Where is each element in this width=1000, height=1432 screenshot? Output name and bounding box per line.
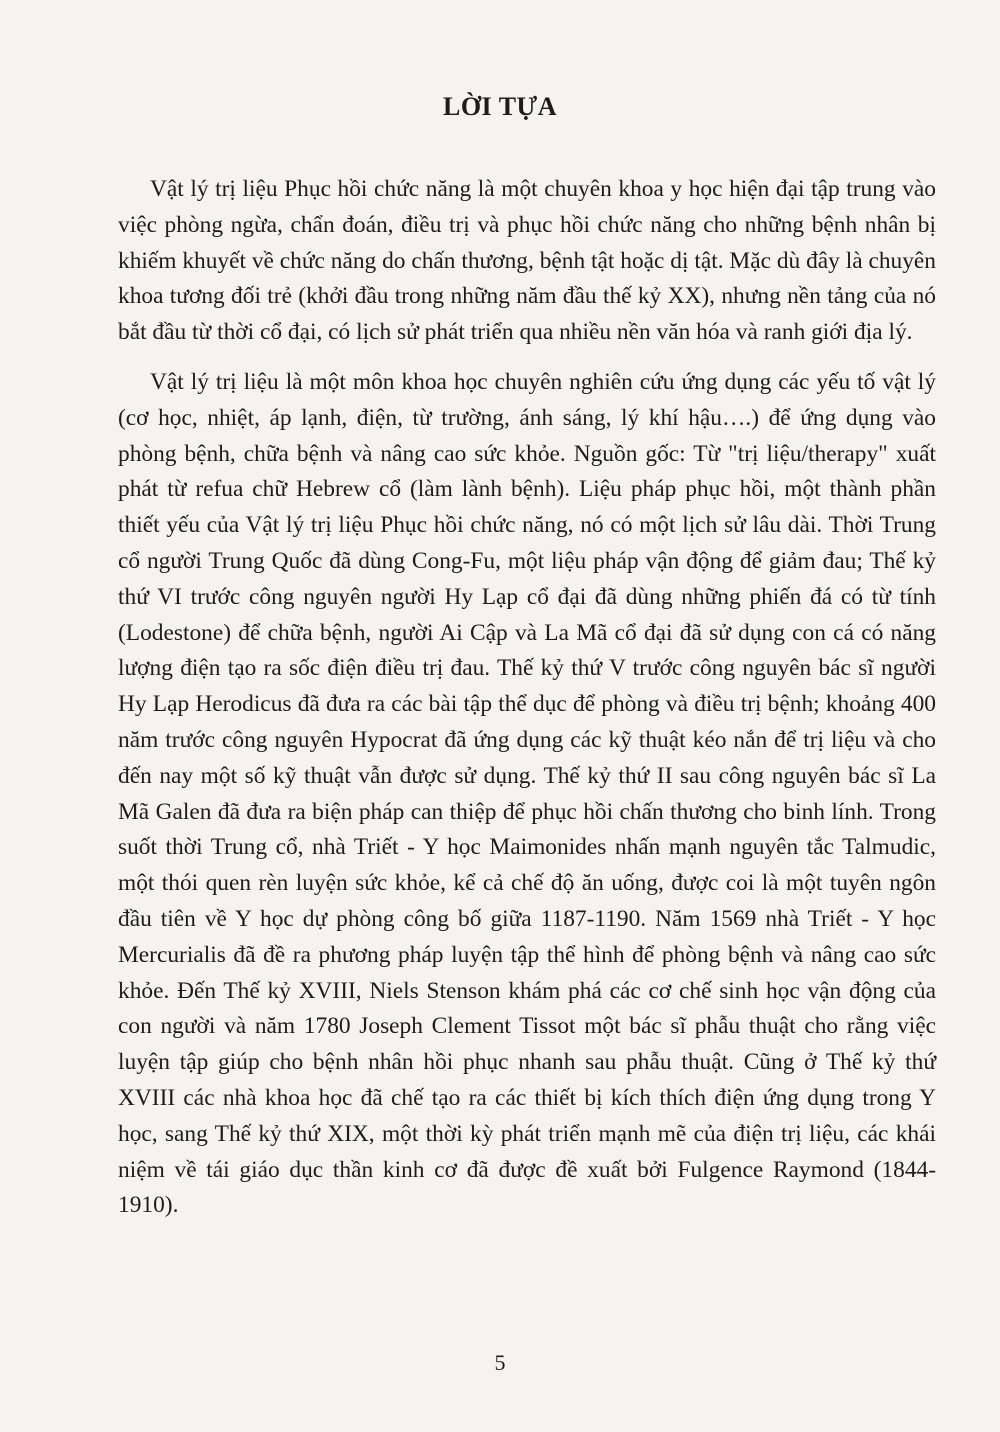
page-number: 5 bbox=[494, 1350, 506, 1375]
paragraph-2: Vật lý trị liệu là một môn khoa học chuyên nghiên cứu ứng dụng các yếu tố vật lý (cơ học, nhiệt, áp lạnh, điện, từ trường, ánh sáng, lý khí hậu….) để ứng dụng vào phòng bệnh, chữa bệnh và nâng cao sức khỏe. Nguồn gốc: Từ "trị liệu/therapy" xuất phát từ refua chữ Hebrew cổ (làm lành bệnh). Liệu pháp phục hồi, một thành phần thiết yếu của Vật lý trị liệu Phục hồi chức năng, nó có một lịch sử lâu dài. Thời Trung cổ người Trung Quốc đã dùng Cong-Fu, một liệu pháp vận động để giảm đau; Thế kỷ thứ VI trước công nguyên người Hy Lạp cổ đại đã dùng những phiến đá có từ tính (Lodestone) để chữa bệnh, người Ai Cập và La Mã cổ đại đã sử dụng con cá có năng lượng điện tạo ra sốc điện điều trị đau. Thế kỷ thứ V trước công nguyên bác sĩ người Hy Lạp Herodicus đã đưa ra các bài tập thể dục để phòng và điều trị bệnh; khoảng 400 năm trước công nguyên Hypocrat đã ứng dụng các kỹ thuật kéo nắn để trị liệu và cho đến nay một số kỹ thuật vẫn được sử dụng. Thế kỷ thứ II sau công nguyên bác sĩ La Mã Galen đã đưa ra biện pháp can thiệp để phục hồi chấn thương cho binh lính. Trong suốt thời Trung cổ, nhà Triết - Y học Maimonides nhấn mạnh nguyên tắc Talmudic, một thói quen rèn luyện sức khỏe, kể cả chế độ ăn uống, được coi là một tuyên ngôn đầu tiên về Y học dự phòng công bố giữa 1187-1190. Năm 1569 nhà Triết - Y học Mercurialis đã đề ra phương pháp luyện tập thể hình để phòng bệnh và nâng cao sức khỏe. Đến Thế kỷ XVIII, Niels Stenson khám phá các cơ chế sinh học vận động của con người và năm 1780 Joseph Clement Tissot một bác sĩ phẫu thuật cho rằng việc luyện tập giúp cho bệnh nhân hồi phục nhanh sau phẫu thuật. Cũng ở Thế kỷ thứ XVIII các nhà khoa học đã chế tạo ra các thiết bị kích thích điện ứng dụng trong Y học, sang Thế kỷ thứ XIX, một thời kỳ phát triển mạnh mẽ của điện trị liệu, các khái niệm về tái giáo dục thần kinh cơ đã được đề xuất bởi Fulgence Raymond (1844-1910). bbox=[118, 368, 936, 1219]
page-title: LỜI TỰA bbox=[442, 92, 558, 121]
body-text bbox=[118, 172, 936, 1238]
paragraph-1: Vật lý trị liệu Phục hồi chức năng là một chuyên khoa y học hiện đại tập trung vào việc phòng ngừa, chẩn đoán, điều trị và phục hồi chức năng cho những bệnh nhân bị khiếm khuyết về chức năng do chấn thương, bệnh tật hoặc dị tật. Mặc dù đây là chuyên khoa tương đối trẻ (khởi đầu trong những năm đầu thế kỷ XX), nhưng nền tảng của nó bắt đầu từ thời cổ đại, có lịch sử phát triển qua nhiều nền văn hóa và ranh giới địa lý. bbox=[118, 176, 936, 346]
